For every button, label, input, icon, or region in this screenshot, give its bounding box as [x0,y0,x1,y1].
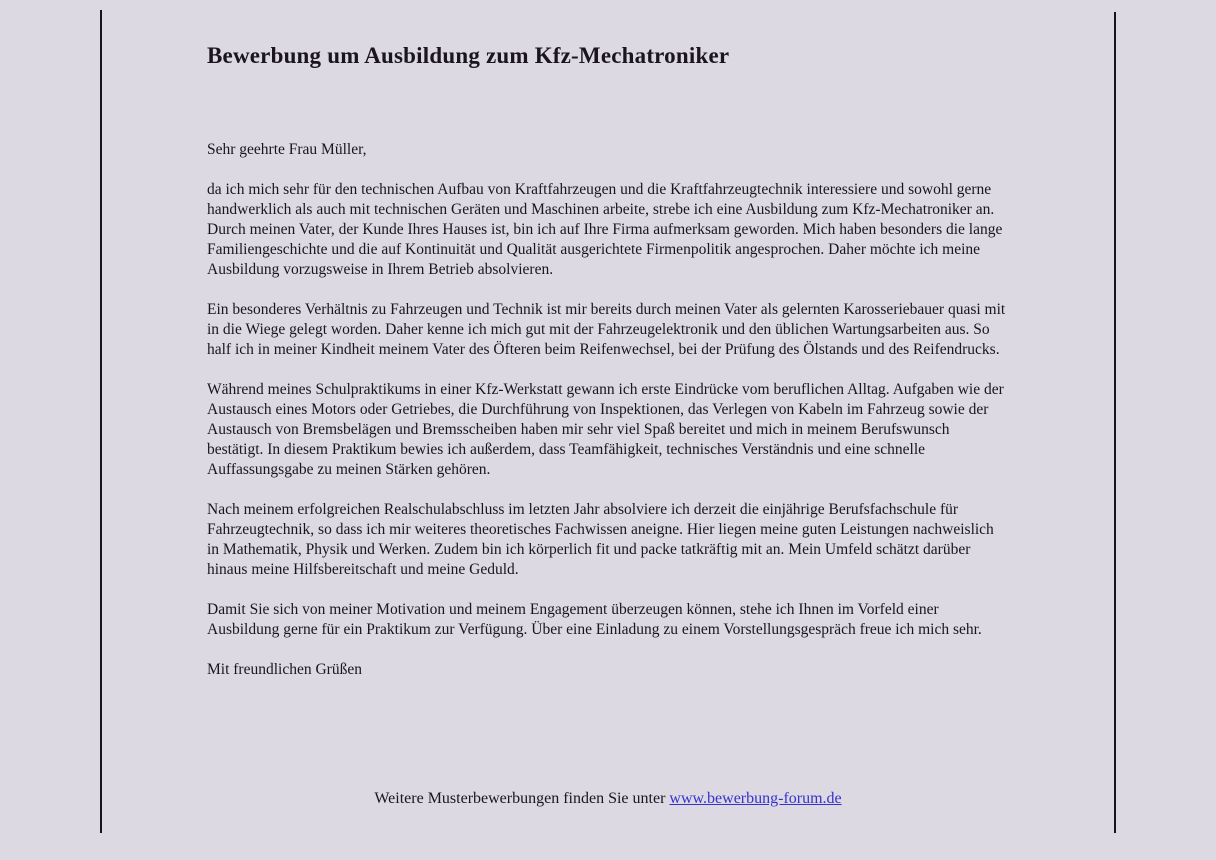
letter-title: Bewerbung um Ausbildung zum Kfz-Mechatroniker [207,43,730,68]
footer [102,789,1114,809]
paragraph-internship: Während meines Schulpraktikums in einer Kfz-Werkstatt gewann ich erste Eindrücke vom beruflichen Alltag. Aufgaben wie der Austausch eines Motors oder Getriebes, die Durchführung von Inspektionen, das Verlegen von Kabeln im Fahrzeug sowie der Austausch von Bremsbelägen und Bremsscheiben haben mir sehr viel Spaß bereitet und mich in meinem Berufswunsch bestätigt. In diesem Praktikum bewies ich außerdem, dass Teamfähigkeit, technisches Verständnis und eine schnelle Auffassungsgabe zu meinen Stärken gehören. [207,381,1004,478]
left-margin-line [100,10,102,833]
letter-text [207,140,1007,680]
footer-text: Weitere Musterbewerbungen finden Sie unter [374,790,670,807]
paragraph-education: Nach meinem erfolgreichen Realschulabschluss im letzten Jahr absolviere ich derzeit die einjährige Berufsfachschule für Fahrzeugtechnik, so dass ich mir weiteres theoretisches Fachwissen aneigne. Hier liegen meine guten Leistungen nachweislich in Mathematik, Physik und Werken. Zudem bin ich körperlich fit und packe tatkräftig mit an. Mein Umfeld schätzt darüber hinaus meine Hilfsbereitschaft und meine Geduld. [207,501,994,578]
salutation: Sehr geehrte Frau Müller, [207,141,367,158]
footer-link[interactable]: www.bewerbung-forum.de [669,790,842,807]
right-margin-line [1114,12,1116,833]
paragraph-motivation: Damit Sie sich von meiner Motivation und meinem Engagement überzeugen können, stehe ich Ihnen im Vorfeld einer Ausbildung gerne für ein Praktikum zur Verfügung. Über eine Einladung zu einem Vorstellungsgespräch freue ich mich sehr. [207,601,982,638]
paragraph-intro: da ich mich sehr für den technischen Aufbau von Kraftfahrzeugen und die Kraftfahrzeugtechnik interessiere und sowohl gerne handwerklich als auch mit technischen Geräten und Maschinen arbeite, strebe ich eine Ausbildung zum Kfz-Mechatroniker an. Durch meinen Vater, der Kunde Ihres Hauses ist, bin ich auf Ihre Firma aufmerksam geworden. Mich haben besonders die lange Familiengeschichte und die auf Kontinuität und Qualität ausgerichtete Firmenpolitik angesprochen. Daher möchte ich meine Ausbildung vorzugsweise in Ihrem Betrieb absolvieren. [207,181,1003,278]
letter-body [207,42,1007,700]
paragraph-background: Ein besonderes Verhältnis zu Fahrzeugen und Technik ist mir bereits durch meinen Vater als gelernten Karosseriebauer quasi mit in die Wiege gelegt worden. Daher kenne ich mich gut mit der Fahrzeugelektronik und den üblichen Wartungsarbeiten aus. So half ich in meiner Kindheit meinem Vater des Öfteren beim Reifenwechsel, bei der Prüfung des Ölstands und des Reifendrucks. [207,301,1006,358]
closing: Mit freundlichen Grüßen [207,661,362,678]
